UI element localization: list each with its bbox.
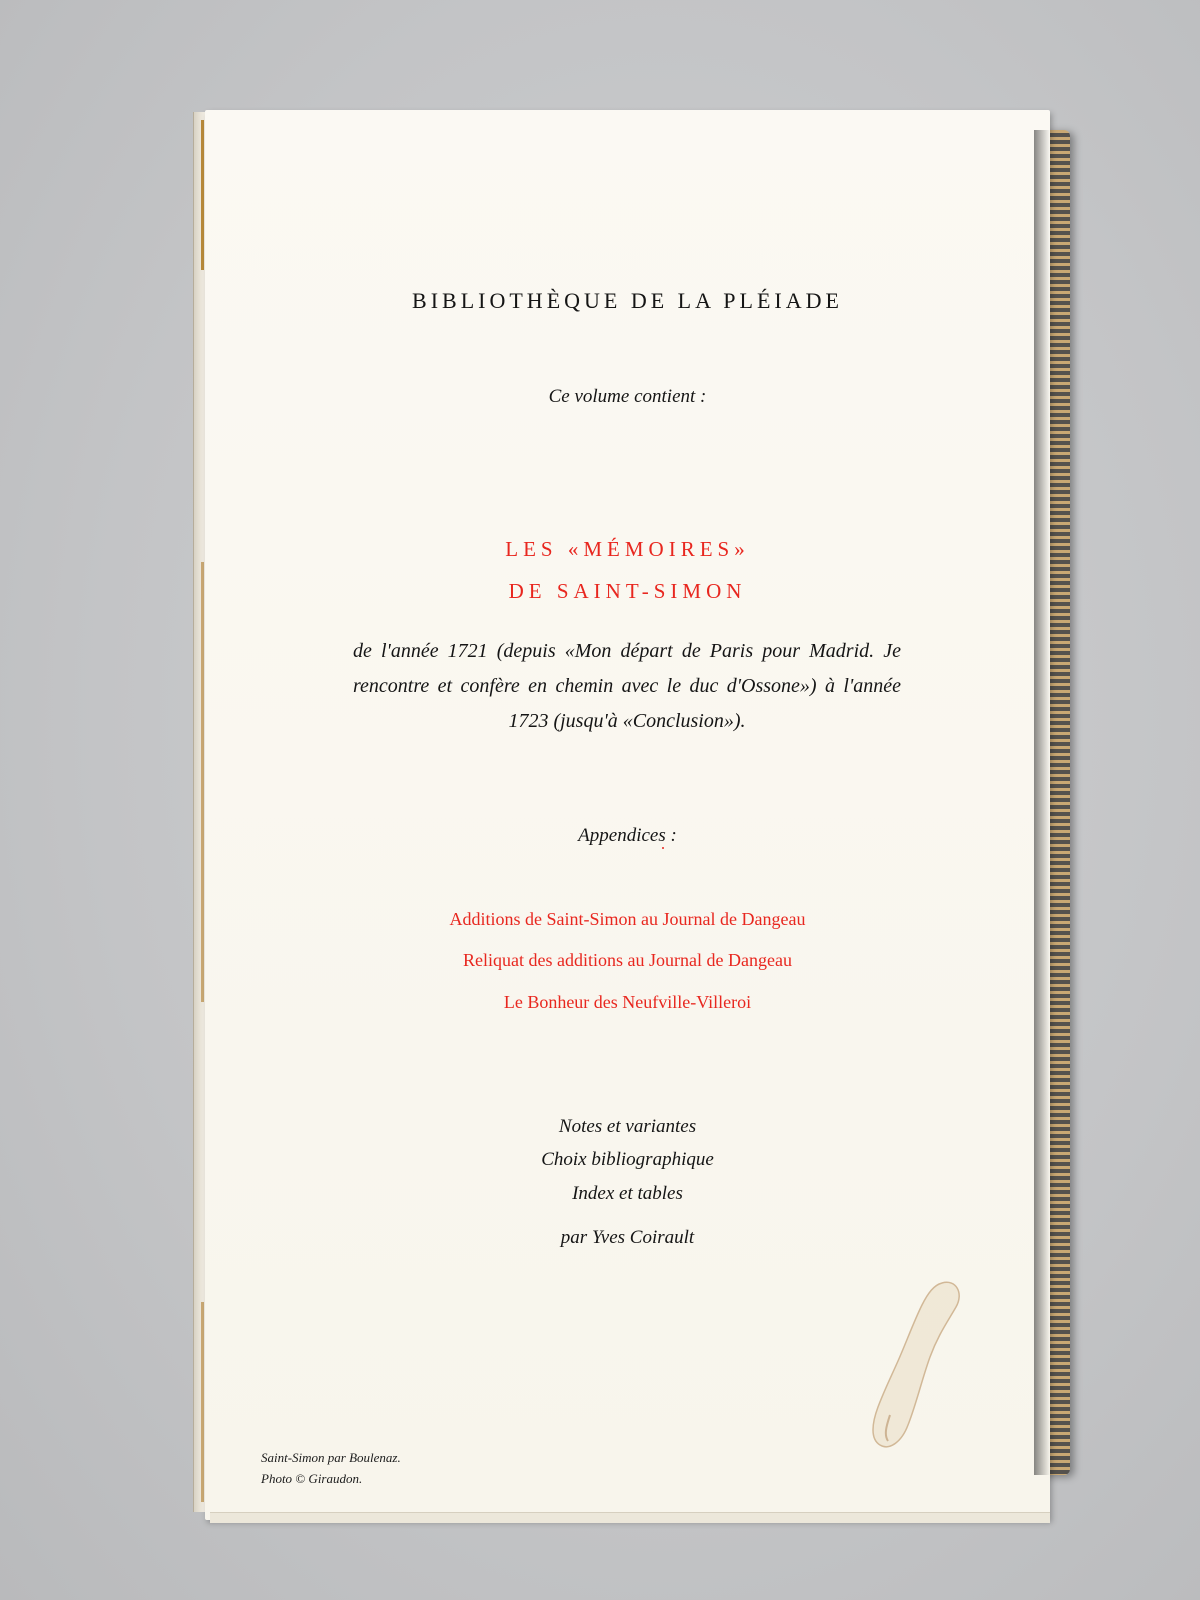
illustration-credit: Saint-Simon par Boulenaz. — [261, 1450, 401, 1465]
book-jacket-back-cover — [205, 110, 1050, 1520]
main-title-line-1: LES «MÉMOIRES» — [505, 537, 750, 561]
ink-speck — [662, 847, 664, 849]
notes-item: Notes et variantes — [558, 1116, 697, 1137]
appendix-item: Reliquat des additions au Journal de Dangeau — [463, 950, 792, 970]
volume-description: de l'année 1721 (depuis «Mon départ de Paris pour Madrid. Je rencontre et confère en chemin avec le duc d'Ossone») à l'année 1723 (jusqu'à «Conclusion»). — [353, 640, 901, 732]
water-stain — [860, 1275, 980, 1455]
flap-gilt-line — [201, 120, 204, 270]
jacket-bottom-edge — [210, 1512, 1050, 1523]
series-title: BIBLIOTHÈQUE DE LA PLÉIADE — [412, 288, 843, 313]
cover-edge-shadow — [1034, 130, 1050, 1475]
flap-gilt-line — [201, 562, 204, 1002]
appendix-item: Additions de Saint-Simon au Journal de Dangeau — [449, 909, 806, 929]
appendix-item: Le Bonheur des Neufville-Villeroi — [503, 992, 752, 1012]
editor-credit: par Yves Coirault — [560, 1227, 695, 1248]
photo-credit: Photo © Giraudon. — [261, 1471, 363, 1486]
notes-item: Index et tables — [572, 1183, 683, 1204]
appendices-label: Appendices : — [578, 825, 677, 846]
main-title-line-2: DE SAINT-SIMON — [508, 579, 747, 603]
contents-intro: Ce volume contient : — [548, 386, 707, 407]
flap-gilt-line — [201, 1302, 204, 1502]
notes-item: Choix bibliographique — [541, 1149, 714, 1170]
